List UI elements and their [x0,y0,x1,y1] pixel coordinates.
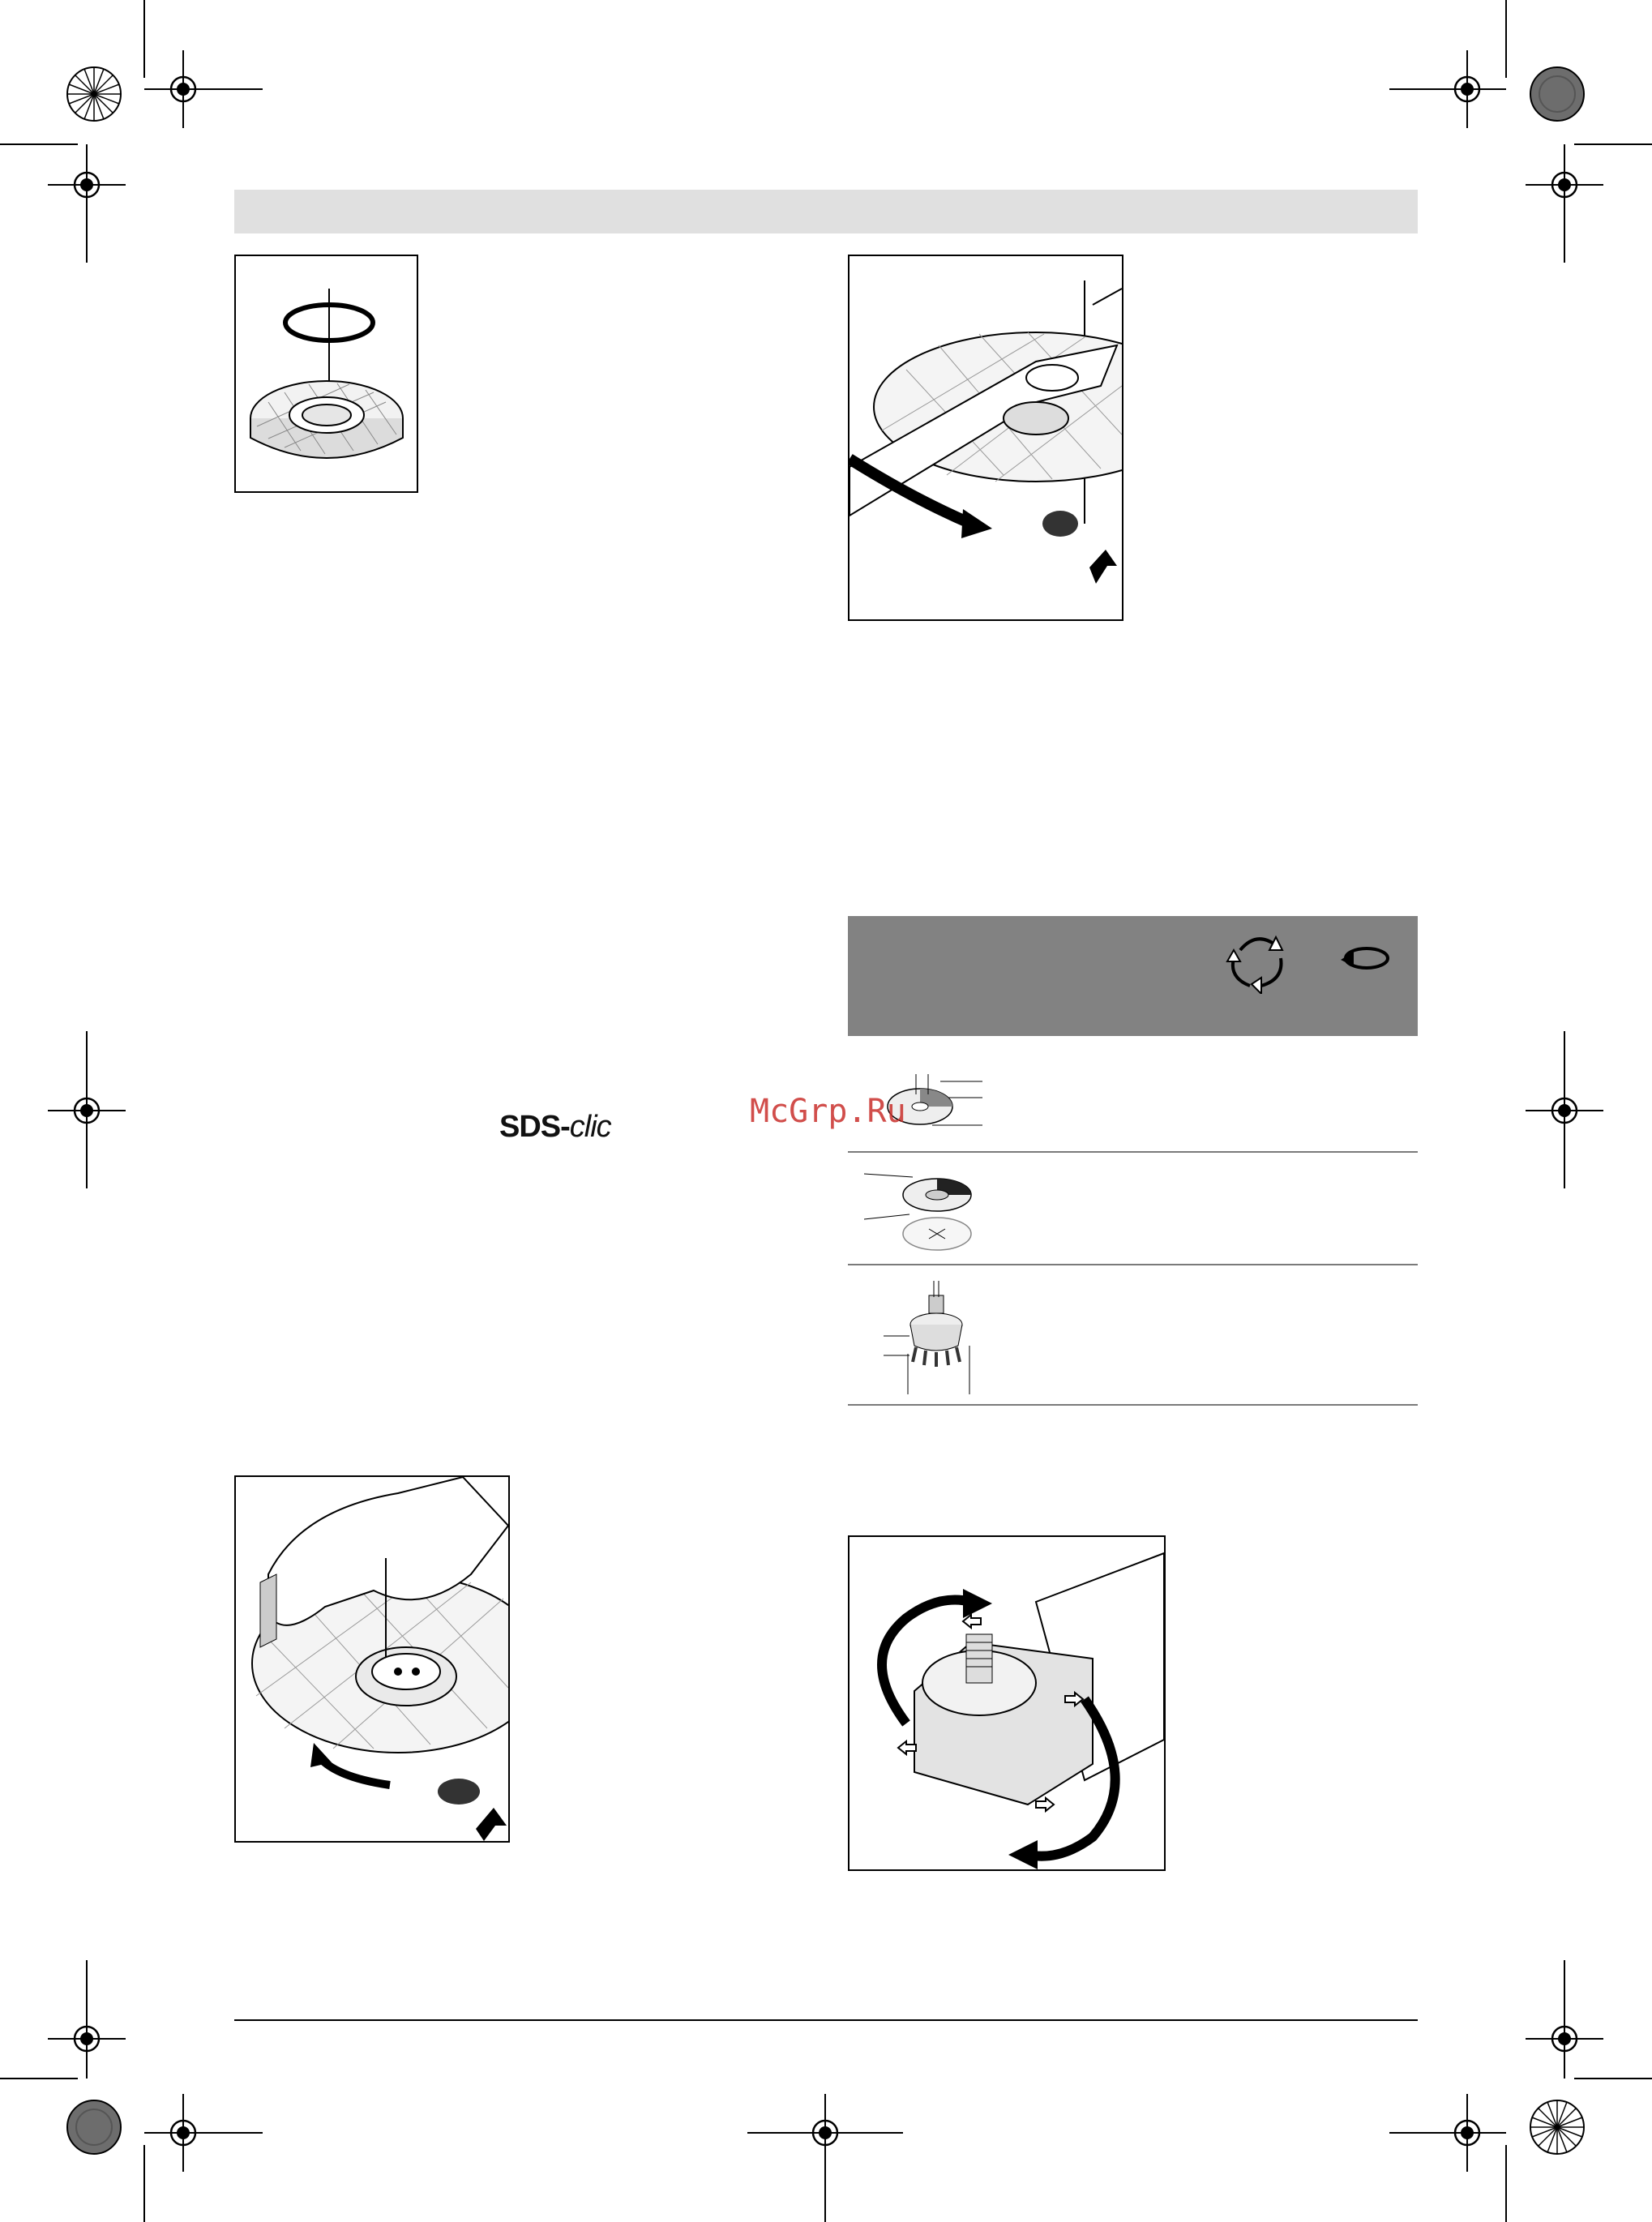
accessory-row-flap-disc [864,1167,986,1257]
sds-logo-suffix: clic [569,1109,611,1144]
header-bar [234,190,1418,233]
flap-disc-thumbnail [864,1167,986,1257]
disc-oring-illustration [236,256,417,491]
hand-clamp-nut-illustration [236,1477,508,1841]
figure-gear-head-rotation [848,1535,1166,1871]
sds-logo-prefix: SDS- [499,1109,570,1144]
figure-oring-disc [234,255,418,493]
accessory-table-header [848,916,1418,1036]
wrench-disc-illustration [850,256,1122,619]
footer-rule [234,2019,1418,2021]
row-divider-3 [848,1404,1418,1406]
wire-cup-brush-thumbnail [884,1281,981,1394]
gear-head-rotation-illustration [850,1537,1164,1869]
row-divider-2 [848,1264,1418,1265]
watermark: McGrp.Ru [750,1093,906,1130]
rotation-arrow-icon [1339,940,1396,976]
figure-wrench-disc [848,255,1123,621]
accessory-row-wire-brush [884,1281,981,1394]
sds-clic-logo [499,1109,645,1145]
recycle-arrows-icon [1224,926,1292,994]
row-divider-1 [848,1151,1418,1153]
figure-hand-clamp-nut [234,1475,510,1843]
